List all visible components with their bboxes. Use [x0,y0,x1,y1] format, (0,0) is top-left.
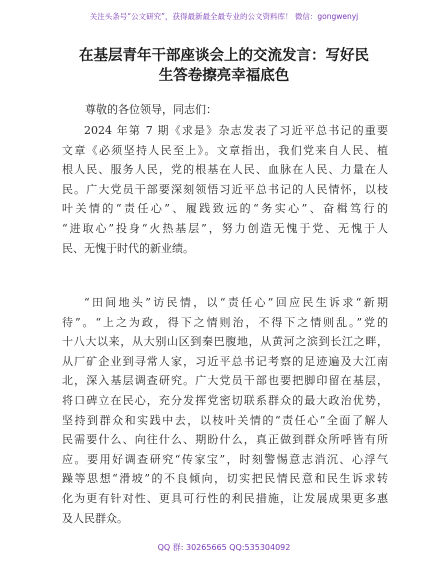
paragraph-line: 躁等思想“滑坡”的不良倾向，切实把民情民意和民生诉求转 [62,472,388,486]
paragraph-line: 应。要用好调查研究“传家宝”，时刻警惕意志消沉、心浮气 [62,452,388,466]
paragraph-line: “田间地头”访民情，以“责任心”回应民生诉求“新期 [84,296,388,309]
paragraph-line: 文章《必须坚持人民至上》。文章指出，我们党来自人民、植 [62,143,388,157]
document-title [40,46,408,86]
paragraph-line: 民、无愧于时代的新业绩。 [62,241,194,255]
paragraph-line: 2024 年第 7 期《求是》杂志发表了习近平总书记的重要 [84,124,388,137]
title-line-1: 在基层青年干部座谈会上的交流发言：写好民 [79,48,369,64]
paragraph-line: 北，深入基层调查研究。广大党员干部也要把脚印留在基层， [62,374,388,388]
header-banner: 关注头条号“公文研究”，获得最新最全最专业的公文资料库！ 微信：gongwenyj [89,12,359,21]
paragraph-line: 十八大以来，从大别山区到秦巴腹地，从黄河之滨到长江之畔， [62,335,388,349]
paragraph-line: 民需要什么、向往什么、期盼什么，真正做到群众所呼皆有所 [62,433,388,447]
title-line-2: 生答卷擦亮幸福底色 [158,68,290,84]
paragraph-line: “进取心”投身“火热基层”，努力创造无愧于党、无愧于人 [62,221,388,235]
paragraph-2 [62,293,388,528]
paragraph-line: 坚持到群众和实践中去，以枝叶关情的“责任心”全面了解人 [62,413,388,427]
paragraph-line: 待”。“上之为政，得下之情则治，不得下之情则乱。”党的 [62,315,388,329]
paragraph-line: 及人民群众。 [62,511,128,525]
paragraph-line: 根人民、服务人民，党的根基在人民、血脉在人民、力量在人 [62,163,388,177]
paragraph-line: 从厂矿企业到寻常人家，习近平总书记考察的足迹遍及大江南 [62,354,388,368]
paragraph-line: 民。广大党员干部要深刻领悟习近平总书记的人民情怀，以枝 [62,182,388,196]
paragraph-1 [62,121,388,258]
paragraph-line: 叶关情的“责任心”、履践致远的“务实心”、奋楫笃行的 [62,202,388,216]
paragraph-line: 化为更有针对性、更具可行性的利民措施，让发展成果更多惠 [62,491,388,505]
footer-contact: QQ 群: 30265665 QQ:535304092 [157,543,291,552]
salutation: 尊敬的各位领导，同志们： [85,103,217,116]
paragraph-line: 将口碑立在民心，充分发挥党密切联系群众的最大政治优势， [62,393,388,407]
